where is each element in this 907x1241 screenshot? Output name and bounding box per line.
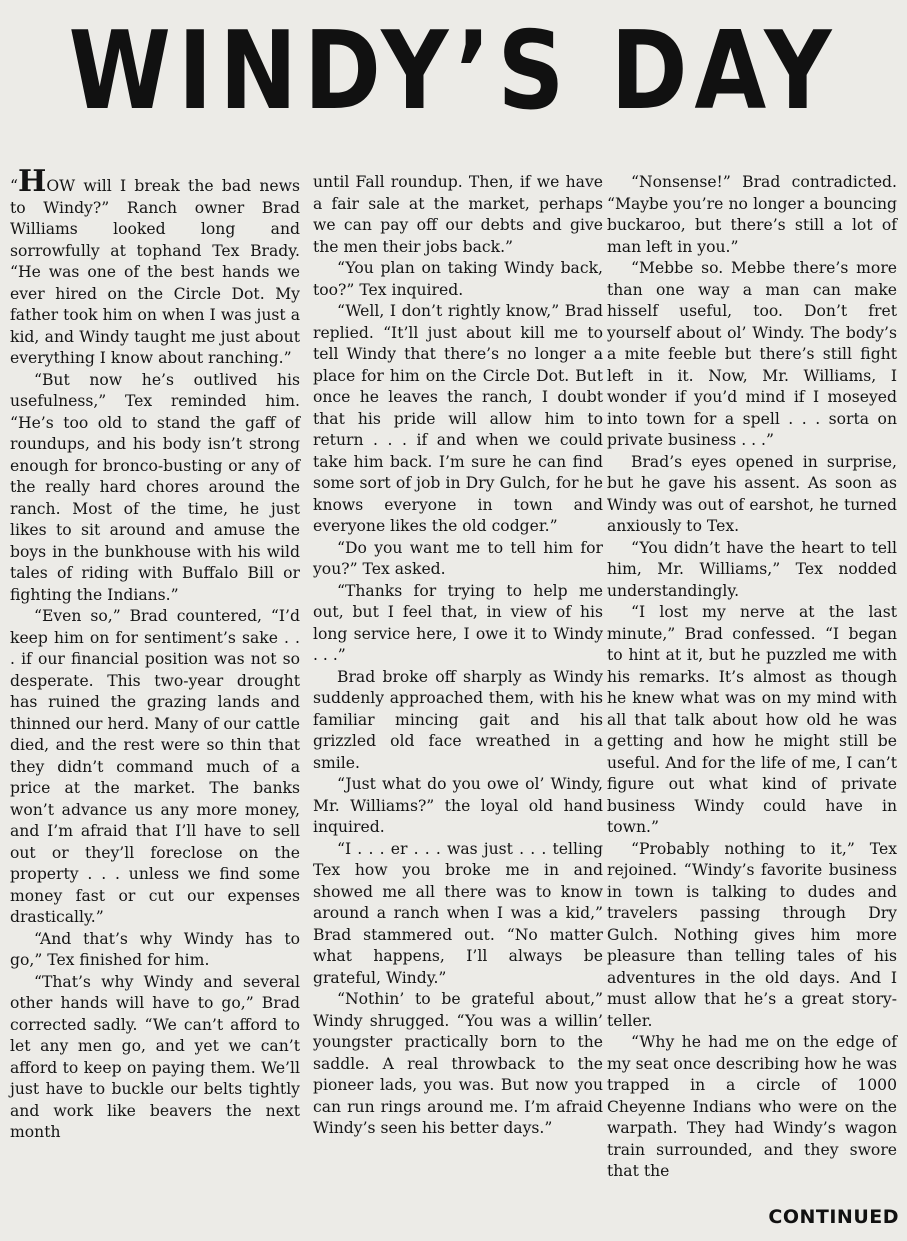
paragraph: “Even so,” Brad countered, “I’d keep him on for sentiment’s sake . . . if our financial position was not so desperate. This two-year drought has ruined the grazing lands and thinned our herd. Many of our cattle died, and the rest were so thin that they didn’t command much of a price at the market. The banks won’t advance us any more money, and I’m afraid that I’ll have to sell out or they’ll foreclose on the property . . . unless we find some money fast or cut our expenses drastically.” bbox=[10, 607, 300, 926]
column-1 bbox=[10, 164, 300, 1144]
opening-text: OW will I break the bad bbox=[46, 177, 252, 195]
drop-cap: H bbox=[17, 164, 47, 199]
opening-line bbox=[10, 164, 300, 370]
paragraph: “Probably nothing to it,” Tex rejoined. “Windy’s favorite business in town is talking to dudes and travelers passing through Dry Gulch. Nothing gives him more pleasure than telling tales of his adventures in the old days. And I must allow that he’s a great story-teller. bbox=[607, 839, 897, 1030]
story-title: WINDY’S DAY bbox=[68, 9, 839, 134]
paragraph: until Fall roundup. Then, if we have a fair sale at the market, perhaps we can pay off our debts and give the men their jobs back.” bbox=[313, 173, 603, 256]
paragraph: “But now he’s outlived his usefulness,” Tex reminded him. “He’s too old to stand the gaff of roundups, and his body isn’t strong enough for bronco-busting or any of the really hard chores around the ranch. Most of the time, he just likes to sit around and amuse the boys in the bunkhouse with his wild tales of riding with Buffalo Bill or fighting the Indians.” bbox=[10, 370, 300, 604]
column-3 bbox=[607, 172, 897, 1183]
paragraph: “And that’s why Windy has to go,” Tex finished for him. bbox=[10, 929, 300, 969]
paragraph: “Well, I don’t rightly know,” Brad replied. “It’ll just about kill me to tell Windy that there’s no longer a place for him on the Circle Dot. But once he leaves the ranch, I doubt that his pride will allow him to return . . . if and when we could take him back. I’m sure he can find some sort of job in Dry Gulch, for he knows everyone in town and everyone likes the old codger.” bbox=[313, 302, 603, 535]
paragraph: “Nonsense!” Brad contradicted. “Maybe you’re no longer a bouncing buckaroo, but there’s still a lot of man left in you.” bbox=[607, 173, 897, 256]
paragraph: “You plan on taking Windy back, too?” Tex inquired. bbox=[313, 259, 603, 299]
paragraph: “Why he had me on the edge of my seat once describing how he was trapped in a circle of 1000 Cheyenne Indians who were on the warpath. They had Windy’s wagon train surrounded, and they swore that the bbox=[607, 1033, 897, 1180]
paragraph: “You didn’t have the heart to tell him, Mr. Williams,” Tex nodded understandingly. bbox=[607, 538, 897, 600]
paragraph: news to Windy?” Ranch owner Brad Williams looked long and sorrowfully at tophand Tex Brady. “He was one of the best hands we ever hired on the Circle Dot. My father took him on when I was just a kid, and Windy taught me just about everything I know about ranching.” bbox=[10, 177, 300, 367]
paragraph: “Just what do you owe ol’ Windy, Mr. Williams?” the loyal old hand inquired. bbox=[313, 775, 603, 836]
paragraph: “That’s why Windy and several other hands will have to go,” Brad corrected sadly. “We can’t afford to let any men go, and yet we can’t afford to keep on paying them. We’ll just have to buckle our belts tightly and work like beavers the next month bbox=[10, 972, 300, 1141]
paragraph: “Nothin’ to be grateful about,” Windy shrugged. “You was a willin’ youngster practically born to the saddle. A real throwback to the pioneer lads, you was. But now you can run rings around me. I’m afraid Windy’s seen his better days.” bbox=[313, 990, 603, 1137]
opening-quote: “ bbox=[10, 177, 18, 195]
paragraph: “I lost my nerve at the last minute,” Brad confessed. “I began to hint at it, but he puzzled me with his remarks. It’s almost as though he knew what was on my mind with all that talk about how old he was getting and how he might still be useful. And for the life of me, I can’t figure out what kind of private business Windy could have in town.” bbox=[607, 603, 897, 836]
column-2 bbox=[313, 172, 603, 1140]
paragraph: “Mebbe so. Mebbe there’s more than one way a man can make hisself useful, too. Don’t fret yourself about ol’ Windy. The body’s a mite feeble but there’s still fight left in it. Now, Mr. Williams, I wonder if you’d mind if I moseyed into town for a spell . . . sorta on private business . . .” bbox=[607, 259, 897, 449]
paragraph: “I . . . er . . . was just . . . telling Tex how you broke me in and showed me all there was to know around a ranch when I was a kid,” Brad stammered out. “No matter what happens, I’ll always be grateful, Windy.” bbox=[313, 839, 603, 987]
paragraph: Brad’s eyes opened in surprise, but he gave his assent. As soon as Windy was out of earshot, he turned anxiously to Tex. bbox=[607, 452, 897, 535]
continued-label: CONTINUED bbox=[768, 1206, 899, 1228]
paragraph: “Do you want me to tell him for you?” Tex asked. bbox=[313, 538, 603, 578]
paragraph: Brad broke off sharply as Windy suddenly approached them, with his familiar mincing gait and his grizzled old face wreathed in a smile. bbox=[313, 667, 603, 772]
paragraph: “Thanks for trying to help me out, but I feel that, in view of his long service here, I owe it to Windy . . .” bbox=[313, 581, 603, 664]
